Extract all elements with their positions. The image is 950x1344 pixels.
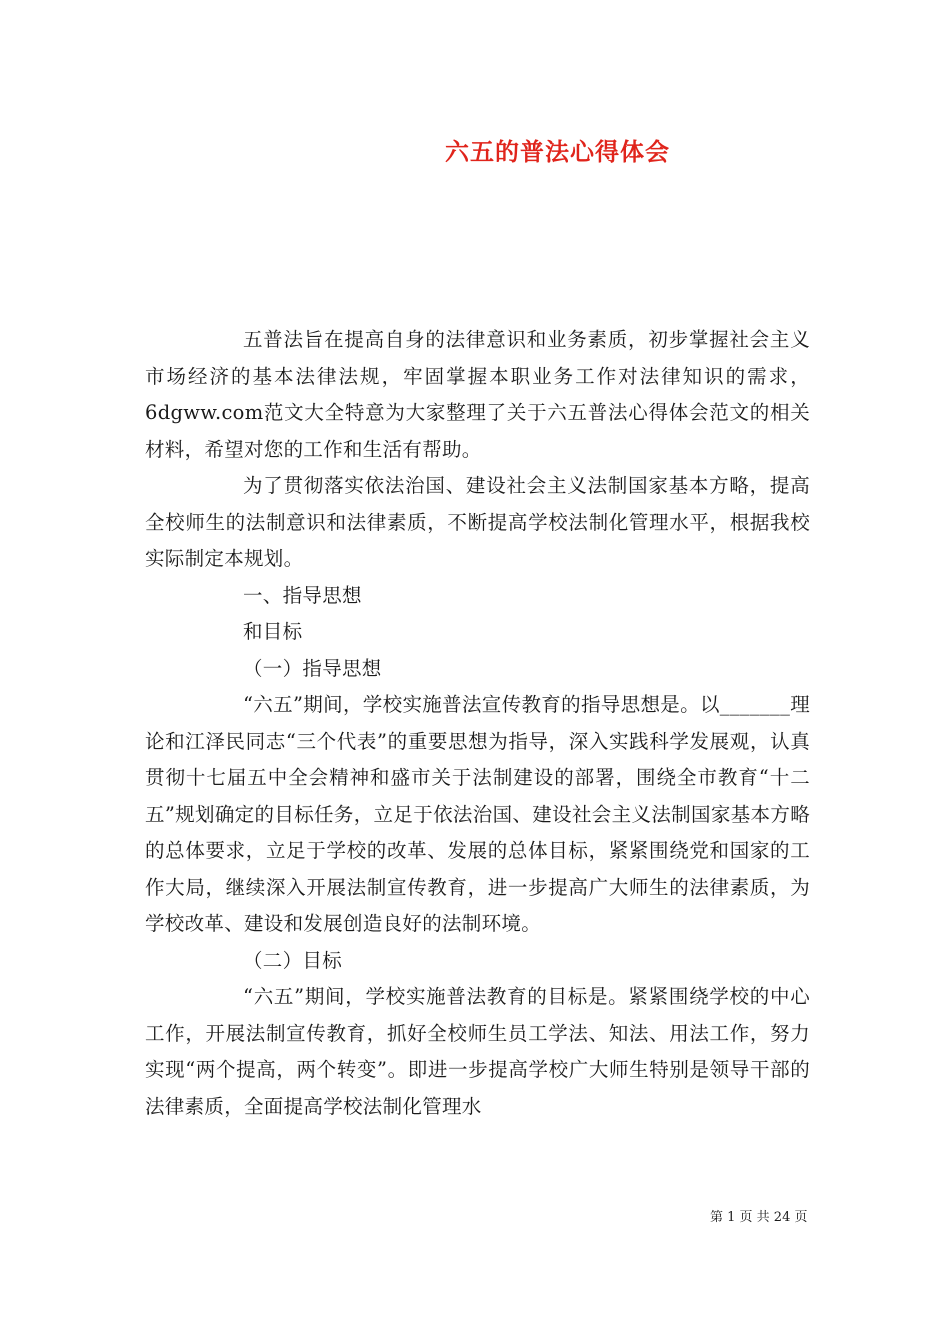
document-title: 六五的普法心得体会 bbox=[445, 137, 670, 166]
heading-section-1-cont: 和目标 bbox=[243, 620, 303, 643]
heading-section-1: 一、指导思想 bbox=[243, 583, 362, 607]
page-number-footer: 第 1 页 共 24 页 bbox=[710, 1210, 808, 1225]
heading-goal: （二）目标 bbox=[243, 948, 343, 972]
document-body bbox=[145, 322, 810, 1125]
paragraph-goal: “六五”期间，学校实施普法教育的目标是。紧紧围绕学校的中心工作，开展法制宣传教育，抓好全校师生员工学法、知法、用法工作，努力实现“两个提高，两个转变”。即进一步提高学校广大师生特别是领导干部的法律素质，全面提高学校法制化管理水 bbox=[145, 985, 810, 1118]
paragraph-intro: 五普法旨在提高自身的法律意识和业务素质，初步掌握社会主义市场经济的基本法律法规，牢固掌握本职业务工作对法律知识的需求，6dgww.com范文大全特意为大家整理了关于六五普法心得体会范文的相关材料，希望对您的工作和生活有帮助。 bbox=[145, 328, 810, 461]
paragraph-guiding-thought: “六五”期间，学校实施普法宣传教育的指导思想是。以_______理论和江泽民同志“三个代表”的重要思想为指导，深入实践科学发展观，认真贯彻十七届五中全会精神和盛市关于法制建设的部署，围绕全市教育“十二五”规划确定的目标任务，立足于依法治国、建设社会主义法制国家基本方略的总体要求，立足于学校的改革、发展的总体目标，紧紧围绕党和国家的工作大局，继续深入开展法制宣传教育，进一步提高广大师生的法律素质，为学校改革、建设和发展创造良好的法制环境。 bbox=[145, 693, 810, 935]
paragraph-purpose: 为了贯彻落实依法治国、建设社会主义法制国家基本方略，提高全校师生的法制意识和法律素质，不断提高学校法制化管理水平，根据我校实际制定本规划。 bbox=[145, 474, 810, 570]
heading-guiding-thought: （一）指导思想 bbox=[243, 656, 382, 680]
